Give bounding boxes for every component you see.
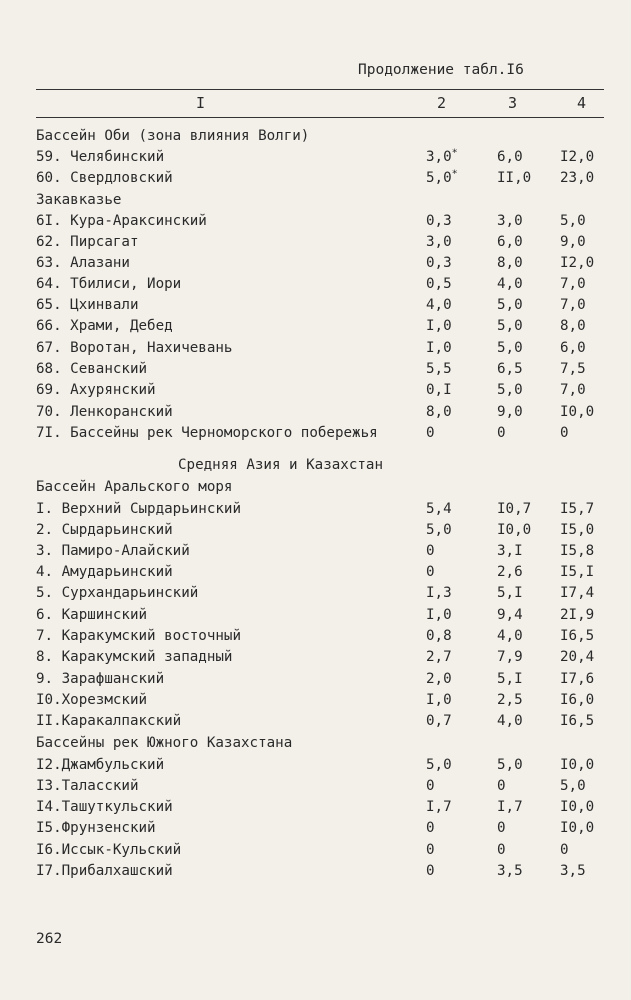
cell-col-4: 9,0 [560, 234, 586, 250]
table-row [0, 520, 631, 540]
cell-col-3: I0,7 [497, 501, 532, 517]
cell-col-2-value: 8,0 [426, 404, 452, 420]
cell-col-3: II,0 [497, 170, 532, 186]
basin-name: I0.Хорезмский [36, 692, 148, 708]
cell-col-3: 0 [497, 820, 506, 836]
table-row [0, 232, 631, 252]
cell-col-2-value: 0 [426, 425, 435, 441]
cell-col-4: I5,I [560, 564, 595, 580]
cell-col-2-value: 0,7 [426, 713, 452, 729]
table-row [0, 541, 631, 561]
table-row [0, 647, 631, 667]
cell-col-4: 7,0 [560, 382, 586, 398]
cell-col-2-value: I,0 [426, 692, 452, 708]
cell-col-4: I2,0 [560, 255, 595, 271]
cell-col-2 [426, 211, 452, 231]
cell-col-3: 6,5 [497, 361, 523, 377]
cell-col-2-value: I,3 [426, 585, 452, 601]
cell-col-2 [426, 647, 452, 667]
cell-col-2 [426, 605, 452, 625]
basin-name: 6. Каршинский [36, 607, 148, 623]
cell-col-2 [426, 669, 452, 689]
table-row [0, 402, 631, 422]
basin-name: I6.Иссык-Кульский [36, 842, 182, 858]
basin-name: 8. Каракумский западный [36, 649, 233, 665]
cell-col-2-value: 0,I [426, 382, 452, 398]
table-row [0, 776, 631, 796]
cell-col-2-value: 0 [426, 543, 435, 559]
cell-col-4: 8,0 [560, 318, 586, 334]
basin-name: 70. Ленкоранский [36, 404, 173, 420]
cell-col-3: 9,0 [497, 404, 523, 420]
cell-col-4: 7,0 [560, 276, 586, 292]
section-heading: Бассейн Аральского моря [36, 479, 233, 495]
cell-col-2 [426, 253, 452, 273]
cell-col-2-value: I,0 [426, 318, 452, 334]
cell-col-3: 9,4 [497, 607, 523, 623]
cell-col-3: 5,I [497, 585, 523, 601]
table-row [0, 253, 631, 273]
cell-col-4: 6,0 [560, 340, 586, 356]
cell-col-3: 4,0 [497, 628, 523, 644]
basin-name: 3. Памиро-Алайский [36, 543, 190, 559]
cell-col-4: 20,4 [560, 649, 595, 665]
basin-name: 59. Челябинский [36, 149, 165, 165]
basin-name: 7. Каракумский восточный [36, 628, 241, 644]
cell-col-2 [426, 232, 452, 252]
cell-col-2 [426, 797, 452, 817]
cell-col-3: 0 [497, 778, 506, 794]
cell-col-4: I5,7 [560, 501, 595, 517]
cell-col-3: 3,I [497, 543, 523, 559]
footnote-mark: * [451, 168, 458, 180]
table-row [0, 690, 631, 710]
section-heading: Закавказье [36, 192, 122, 208]
cell-col-3: 6,0 [497, 234, 523, 250]
cell-col-2 [426, 316, 452, 336]
table-row [0, 755, 631, 775]
cell-col-2-value: 0,3 [426, 255, 452, 271]
column-header-2: 2 [437, 94, 447, 112]
cell-col-4: I7,4 [560, 585, 595, 601]
cell-col-2-value: 0 [426, 842, 435, 858]
cell-col-2 [426, 402, 452, 422]
table-row [0, 818, 631, 838]
cell-col-3: 6,0 [497, 149, 523, 165]
cell-col-4: 0 [560, 425, 569, 441]
cell-col-4: I5,8 [560, 543, 595, 559]
cell-col-3: 0 [497, 842, 506, 858]
cell-col-2 [426, 562, 435, 582]
cell-col-2 [426, 776, 435, 796]
table-row [0, 562, 631, 582]
cell-col-4: 2I,9 [560, 607, 595, 623]
basin-name: 7I. Бассейны рек Черноморского побережья [36, 425, 378, 441]
cell-col-3: 2,5 [497, 692, 523, 708]
column-header-3: 3 [508, 94, 518, 112]
table-top-rule [36, 89, 604, 90]
section-heading: Бассейны рек Южного Казахстана [36, 735, 293, 751]
basin-name: I4.Ташуткульский [36, 799, 173, 815]
cell-col-4: 5,0 [560, 213, 586, 229]
cell-col-3: 2,6 [497, 564, 523, 580]
cell-col-4: 7,0 [560, 297, 586, 313]
cell-col-2 [426, 861, 435, 881]
table-row [0, 359, 631, 379]
basin-name: I5.Фрунзенский [36, 820, 156, 836]
basin-name: 65. Цхинвали [36, 297, 139, 313]
cell-col-3: 7,9 [497, 649, 523, 665]
table-continuation-label: Продолжение табл.I6 [358, 62, 524, 78]
cell-col-2-value: 0 [426, 820, 435, 836]
cell-col-4: 0 [560, 842, 569, 858]
cell-col-2 [426, 295, 452, 315]
cell-col-4: I2,0 [560, 149, 595, 165]
cell-col-4: I7,6 [560, 671, 595, 687]
basin-name: 63. Алазани [36, 255, 130, 271]
basin-name: 2. Сырдарьинский [36, 522, 173, 538]
cell-col-2 [426, 338, 452, 358]
cell-col-3: 5,0 [497, 757, 523, 773]
cell-col-4: 23,0 [560, 170, 595, 186]
cell-col-4: I0,0 [560, 820, 595, 836]
basin-name: 69. Ахурянский [36, 382, 156, 398]
cell-col-2-value: 2,0 [426, 671, 452, 687]
cell-col-3: 5,I [497, 671, 523, 687]
cell-col-2-value: 5,0 [426, 522, 452, 538]
basin-name: I3.Таласский [36, 778, 139, 794]
cell-col-2-value: 3,0 [426, 234, 452, 250]
table-row [0, 211, 631, 231]
basin-name: 66. Храми, Дебед [36, 318, 173, 334]
cell-col-2 [426, 520, 452, 540]
basin-name: 9. Зарафшанский [36, 671, 165, 687]
table-row [0, 840, 631, 860]
basin-name: 60. Свердловский [36, 170, 173, 186]
cell-col-4: 7,5 [560, 361, 586, 377]
basin-name: I. Верхний Сырдарьинский [36, 501, 241, 517]
basin-name: I7.Прибалхашский [36, 863, 173, 879]
cell-col-2-value: 5,4 [426, 501, 452, 517]
footnote-mark: * [451, 147, 458, 159]
cell-col-2 [426, 583, 452, 603]
table-row [0, 380, 631, 400]
page-number: 262 [36, 931, 63, 947]
basin-name: II.Каракалпакский [36, 713, 182, 729]
cell-col-2-value: I,0 [426, 607, 452, 623]
basin-name: 6I. Кура-Араксинский [36, 213, 207, 229]
cell-col-2 [426, 690, 452, 710]
cell-col-4: I6,5 [560, 713, 595, 729]
cell-col-4: I0,0 [560, 404, 595, 420]
cell-col-2 [426, 711, 452, 731]
cell-col-3: 5,0 [497, 340, 523, 356]
cell-col-4: 3,5 [560, 863, 586, 879]
cell-col-4: I5,0 [560, 522, 595, 538]
cell-col-2-value: 5,0 [426, 170, 452, 186]
table-row [0, 499, 631, 519]
cell-col-2-value: I,7 [426, 799, 452, 815]
cell-col-4: 5,0 [560, 778, 586, 794]
cell-col-4: I0,0 [560, 799, 595, 815]
cell-col-3: 8,0 [497, 255, 523, 271]
cell-col-2-value: 0 [426, 778, 435, 794]
table-row [0, 423, 631, 443]
cell-col-2-value: 0,3 [426, 213, 452, 229]
table-row [0, 274, 631, 294]
cell-col-3: 4,0 [497, 713, 523, 729]
cell-col-2 [426, 274, 452, 294]
cell-col-2 [426, 755, 452, 775]
region-heading: Средняя Азия и Казахстан [178, 457, 383, 473]
basin-name: 4. Амударьинский [36, 564, 173, 580]
table-header-rule [36, 117, 604, 118]
cell-col-3: I0,0 [497, 522, 532, 538]
table-row [0, 669, 631, 689]
cell-col-2 [426, 147, 458, 167]
cell-col-2 [426, 168, 458, 188]
cell-col-3: 5,0 [497, 297, 523, 313]
cell-col-2 [426, 541, 435, 561]
cell-col-2 [426, 818, 435, 838]
basin-name: 5. Сурхандарьинский [36, 585, 199, 601]
table-row [0, 338, 631, 358]
cell-col-2-value: 2,7 [426, 649, 452, 665]
cell-col-4: I0,0 [560, 757, 595, 773]
cell-col-2-value: 0 [426, 863, 435, 879]
basin-name: I2.Джамбульский [36, 757, 165, 773]
cell-col-3: 4,0 [497, 276, 523, 292]
cell-col-2-value: 0,5 [426, 276, 452, 292]
cell-col-2-value: 3,0 [426, 149, 452, 165]
cell-col-3: I,7 [497, 799, 523, 815]
cell-col-3: 3,5 [497, 863, 523, 879]
cell-col-2 [426, 499, 452, 519]
table-row [0, 861, 631, 881]
cell-col-2 [426, 359, 452, 379]
table-row [0, 626, 631, 646]
table-row [0, 147, 631, 167]
basin-name: 62. Пирсагат [36, 234, 139, 250]
column-header-4: 4 [577, 94, 587, 112]
cell-col-2 [426, 380, 452, 400]
cell-col-4: I6,0 [560, 692, 595, 708]
basin-name: 64. Тбилиси, Иори [36, 276, 182, 292]
table-row [0, 583, 631, 603]
cell-col-4: I6,5 [560, 628, 595, 644]
table-row [0, 605, 631, 625]
basin-name: 67. Воротан, Нахичевань [36, 340, 233, 356]
cell-col-3: 5,0 [497, 382, 523, 398]
cell-col-3: 0 [497, 425, 506, 441]
table-row [0, 316, 631, 336]
cell-col-2-value: 0 [426, 564, 435, 580]
cell-col-2-value: 0,8 [426, 628, 452, 644]
cell-col-3: 3,0 [497, 213, 523, 229]
cell-col-2-value: I,0 [426, 340, 452, 356]
cell-col-2-value: 4,0 [426, 297, 452, 313]
table-row [0, 295, 631, 315]
cell-col-2 [426, 626, 452, 646]
table-row [0, 797, 631, 817]
column-header-1: I [196, 94, 206, 112]
section-heading: Бассейн Оби (зона влияния Волги) [36, 128, 310, 144]
basin-name: 68. Севанский [36, 361, 148, 377]
cell-col-2-value: 5,0 [426, 757, 452, 773]
cell-col-2 [426, 423, 435, 443]
table-row [0, 168, 631, 188]
cell-col-2-value: 5,5 [426, 361, 452, 377]
cell-col-2 [426, 840, 435, 860]
cell-col-3: 5,0 [497, 318, 523, 334]
table-row [0, 711, 631, 731]
